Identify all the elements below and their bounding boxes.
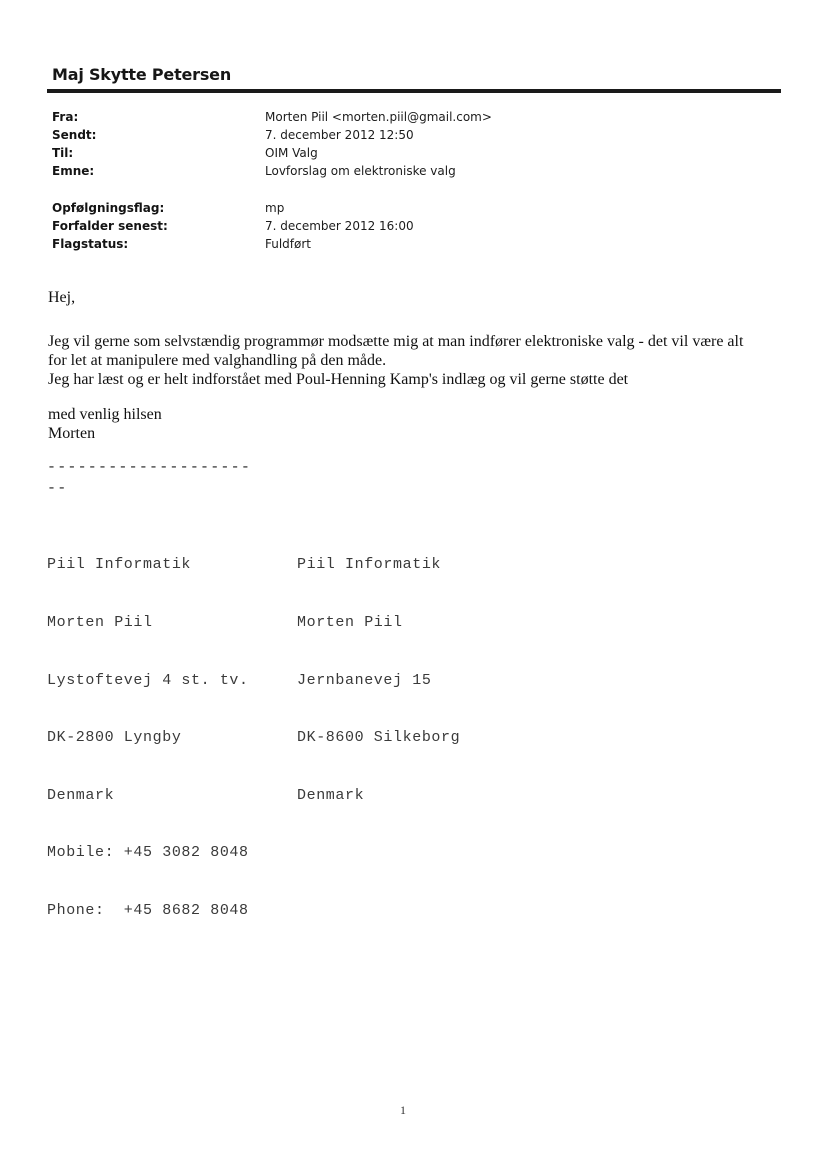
value-sent: 7. december 2012 12:50 bbox=[265, 128, 414, 142]
label-subject: Emne: bbox=[52, 164, 95, 178]
sig-left-person: Morten Piil bbox=[47, 614, 153, 632]
value-flag-status: Fuldført bbox=[265, 237, 312, 251]
header-rule bbox=[47, 89, 781, 93]
signature-left bbox=[47, 517, 249, 959]
body-line: Jeg vil gerne som selvstændig programmør modsætte mig at man indfører elektroniske valg - det vil være alt bbox=[48, 333, 744, 350]
separator-dashes: -------------------- bbox=[47, 459, 252, 476]
label-from: Fra: bbox=[52, 110, 79, 124]
page-number: 1 bbox=[400, 1103, 406, 1117]
body-line: Jeg har læst og er helt indforstået med Poul-Henning Kamp's indlæg og vil gerne støtte det bbox=[48, 371, 629, 388]
closing-block bbox=[48, 405, 162, 443]
header-values-group1 bbox=[265, 108, 492, 180]
label-to: Til: bbox=[52, 146, 74, 160]
sig-left-company: Piil Informatik bbox=[47, 556, 192, 574]
sig-right-country: Denmark bbox=[297, 786, 365, 804]
label-due-by: Forfalder senest: bbox=[52, 219, 168, 233]
sig-left-phone: Phone: +45 8682 8048 bbox=[47, 902, 249, 920]
sig-left-street: Lystoftevej 4 st. tv. bbox=[47, 671, 249, 689]
value-to: OIM Valg bbox=[265, 146, 318, 160]
value-from: Morten Piil <morten.piil@gmail.com> bbox=[265, 110, 492, 124]
value-followup-flag: mp bbox=[265, 201, 285, 215]
value-due-by: 7. december 2012 16:00 bbox=[265, 219, 414, 233]
signature-right bbox=[297, 517, 460, 843]
sig-right-person: Morten Piil bbox=[297, 614, 403, 632]
sig-left-country: Denmark bbox=[47, 786, 115, 804]
body-line: for let at manipulere med valghandling på den måde. bbox=[48, 352, 387, 369]
header-values-group2 bbox=[265, 199, 414, 253]
sig-right-company: Piil Informatik bbox=[297, 556, 442, 574]
sig-right-street: Jernbanevej 15 bbox=[297, 671, 432, 689]
label-followup-flag: Opfølgningsflag: bbox=[52, 201, 165, 215]
greeting: Hej, bbox=[48, 289, 76, 306]
header-labels-group1 bbox=[52, 108, 96, 180]
mailbox-owner-name: Maj Skytte Petersen bbox=[52, 65, 232, 84]
header-labels-group2 bbox=[52, 199, 168, 253]
sig-left-city: DK-2800 Lyngby bbox=[47, 729, 182, 747]
body-paragraph bbox=[48, 332, 743, 389]
sig-right-city: DK-8600 Silkeborg bbox=[297, 729, 461, 747]
label-sent: Sendt: bbox=[52, 128, 97, 142]
value-subject: Lovforslag om elektroniske valg bbox=[265, 164, 456, 178]
sender-name: Morten bbox=[48, 425, 96, 442]
label-flag-status: Flagstatus: bbox=[52, 237, 129, 251]
closing-text: med venlig hilsen bbox=[48, 406, 162, 423]
sig-left-mobile: Mobile: +45 3082 8048 bbox=[47, 844, 249, 862]
signature-delimiter: -- bbox=[47, 480, 68, 497]
